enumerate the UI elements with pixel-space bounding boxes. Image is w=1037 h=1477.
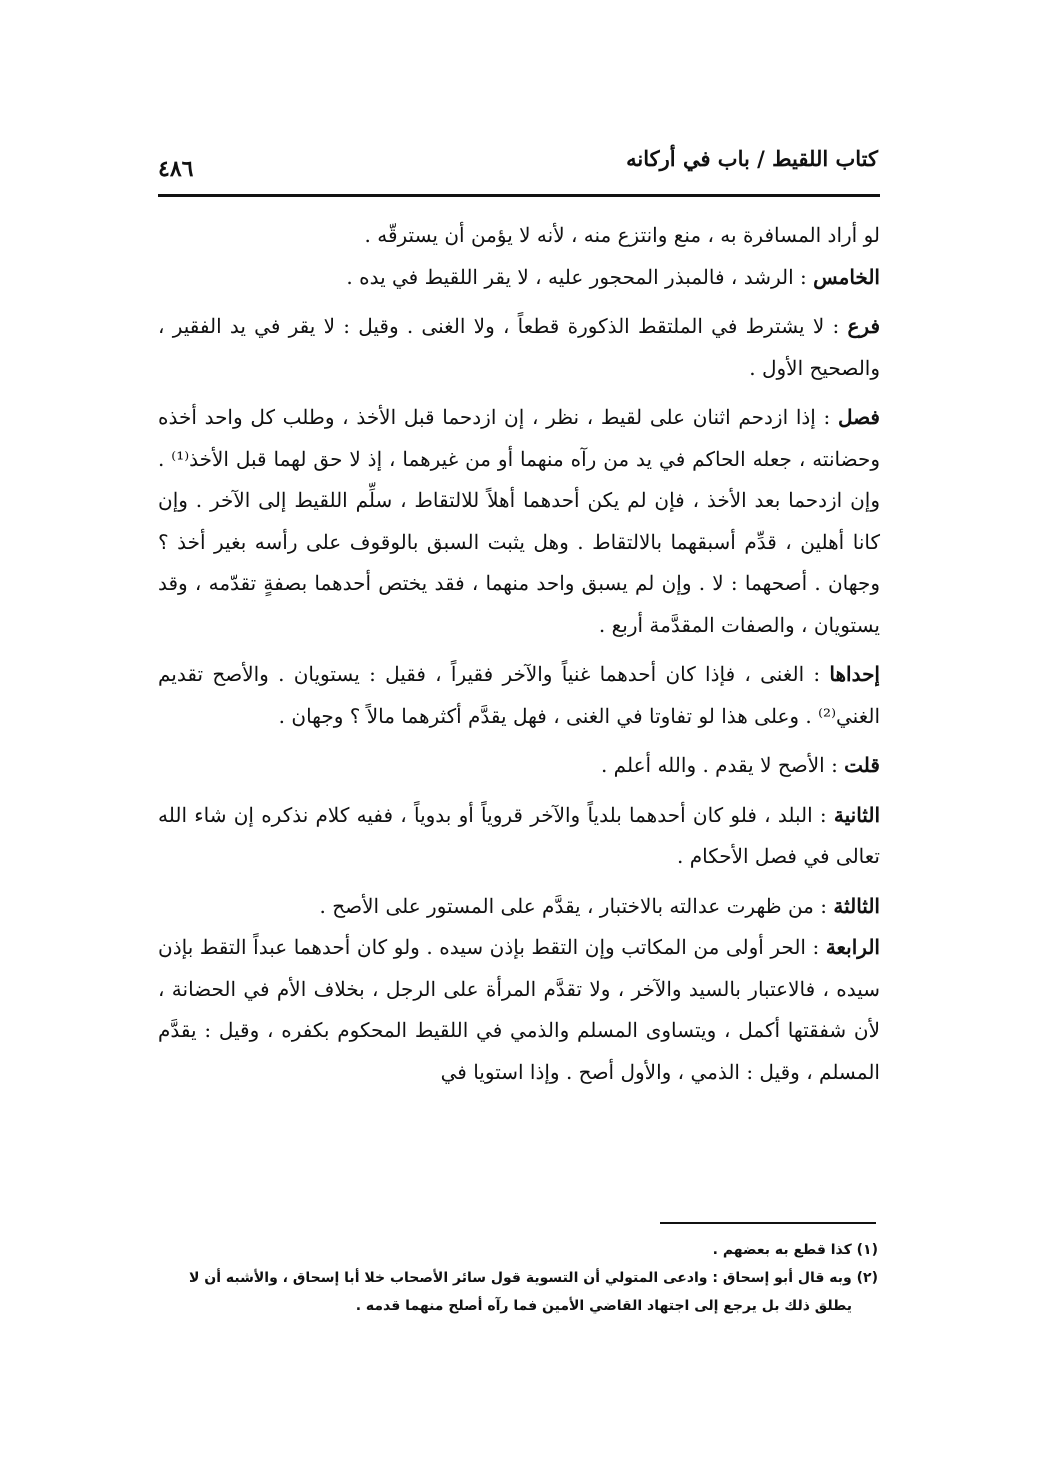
- footnotes: [158, 1236, 878, 1320]
- page-number: ٤٨٦: [158, 156, 194, 182]
- paragraph: [158, 795, 880, 878]
- paragraph-text: : الغنى ، فإذا كان أحدهما غنياً والآخر فقيراً ، فقيل : يستويان . والأصح تقديم الغني⁽²⁾ . وعلى هذا لو تفاوتا في الغنى ، فهل يقدَّم أكثرهما مالاً ؟ وجهان .: [158, 662, 880, 728]
- paragraph-lead: إحداها: [829, 662, 880, 686]
- footnote-marker: (١): [856, 1242, 878, 1258]
- paragraph-text: : من ظهرت عدالته بالاختبار ، يقدَّم على المستور على الأصح .: [319, 893, 834, 918]
- footnote-continuation: [158, 1292, 878, 1320]
- paragraph: [158, 745, 880, 787]
- main-text: [158, 215, 880, 1093]
- paragraph: [158, 397, 880, 646]
- paragraph: [158, 886, 880, 928]
- running-title: كتاب اللقيط / باب في أركانه: [626, 146, 878, 171]
- page-header: [158, 142, 878, 182]
- footnote-rule: [660, 1222, 876, 1224]
- paragraph: [158, 306, 880, 389]
- paragraph: [158, 654, 880, 737]
- paragraph-lead: الثانية: [833, 802, 880, 827]
- paragraph: [158, 257, 880, 299]
- header-rule: [158, 194, 880, 197]
- paragraph-text: لو أراد المسافرة به ، منع وانتزع منه ، لأنه لا يؤمن أن يسترقّه .: [364, 223, 880, 247]
- paragraph-text: : الرشد ، فالمبذر المحجور عليه ، لا يقر اللقيط في يده .: [346, 264, 814, 289]
- paragraph-lead: قلت: [844, 753, 880, 777]
- paragraph-lead: الخامس: [813, 264, 880, 289]
- paragraph: [158, 927, 880, 1093]
- paragraph-lead: فرع: [847, 314, 880, 338]
- footnote: [158, 1236, 878, 1264]
- paragraph-lead: الثالثة: [833, 893, 880, 918]
- paragraph-text: : لا يشترط في الملتقط الذكورة قطعاً ، ولا الغنى . وقيل : لا يقر في يد الفقير ، والصحيح الأول .: [158, 314, 880, 380]
- paragraph-lead: الرابعة: [825, 935, 880, 959]
- paragraph-text: : الأصح لا يقدم . والله أعلم .: [600, 753, 845, 777]
- paragraph-text: : إذا ازدحم اثنان على لقيط ، نظر ، إن ازدحما قبل الأخذ ، وطلب كل واحد أخذه وحضانته ، جعله الحاكم في يد من رآه منهما أو من غيرهما ، إذ لا حق لهما قبل الأخذ⁽¹⁾ . وإن ازدحما بعد الأخذ ، فإن لم يكن أحدهما أهلاً للالتقاط ، سلِّم اللقيط إلى الآخر . وإن كانا أهلين ، قدِّم أسبقهما بالالتقاط . وهل يثبت السبق بالوقوف على رأسه بغير أخذ ؟ وجهان . أصحهما : لا . وإن لم يسبق واحد منهما ، فقد يختص أحدهما بصفةٍ تقدّمه ، وقد يستويان ، والصفات المقدَّمة أربع .: [158, 405, 880, 637]
- footnote-text: وبه قال أبو إسحاق : وادعى المتولي أن التسوية قول سائر الأصحاب خلا أبا إسحاق ، والأشبه أن لا: [188, 1270, 852, 1286]
- footnote: [158, 1264, 878, 1292]
- paragraph: [158, 215, 880, 257]
- footnote-text: يطلق ذلك بل يرجع إلى اجتهاد القاضي الأمين فما رآه أصلح منهما قدمه .: [355, 1298, 852, 1314]
- footnote-text: كذا قطع به بعضهم .: [712, 1242, 852, 1258]
- paragraph-lead: فصل: [837, 405, 880, 429]
- paragraph-text: : البلد ، فلو كان أحدهما بلدياً والآخر قروياً أو بدوياً ، ففيه كلام نذكره إن شاء الله تعالى في فصل الأحكام .: [158, 802, 880, 868]
- footnote-marker: (٢): [856, 1270, 878, 1286]
- paragraph-text: : الحر أولى من المكاتب وإن التقط بإذن سيده . ولو كان أحدهما عبداً التقط بإذن سيده ، فالاعتبار بالسيد والآخر ، ولا تقدَّم المرأة على الرجل ، بخلاف الأم في الحضانة ، لأن شفقتها أكمل ، ويتساوى المسلم والذمي في اللقيط المحكوم بكفره ، وقيل : يقدَّم المسلم ، وقيل : الذمي ، والأول أصح . وإذا استويا في: [158, 935, 880, 1084]
